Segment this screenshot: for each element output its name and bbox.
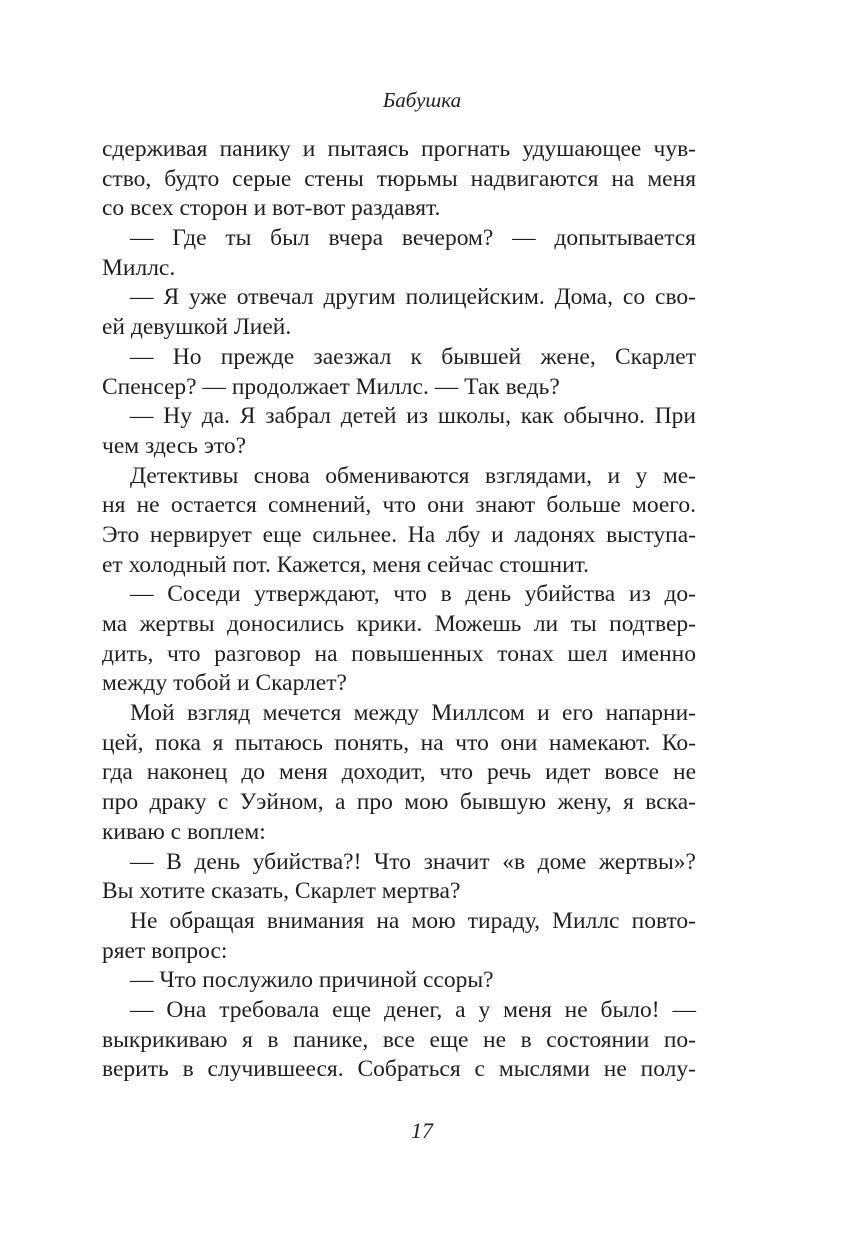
text-line: про драку с Уэйном, а про мою бывшую жену, я вска- xyxy=(102,789,696,816)
text-line: Миллс. xyxy=(102,254,176,281)
text-line: ей девушкой Лией. xyxy=(102,314,292,341)
text-line: — Я уже отвечал другим полицейским. Дома, со сво- xyxy=(130,284,696,311)
text-line: Это нервирует еще сильнее. На лбу и ладонях выступа- xyxy=(102,521,696,548)
text-line: Детективы снова обмениваются взглядами, и у ме- xyxy=(130,462,696,489)
text-line: Спенсер? — продолжает Миллс. — Так ведь? xyxy=(102,373,560,400)
text-line: ет холодный пот. Кажется, меня сейчас стошнит. xyxy=(102,551,590,578)
text-line: киваю с воплем: xyxy=(102,818,266,845)
text-line: Не обращая внимания на мою тираду, Миллс повто- xyxy=(130,907,696,934)
text-line: — Что послужило причиной ссоры? xyxy=(130,967,494,994)
text-line: — Она требовала еще денег, а у меня не было! — xyxy=(130,996,696,1023)
text-line: Мой взгляд мечется между Миллсом и его напарни- xyxy=(130,700,696,727)
text-line: ство, будто серые стены тюрьмы надвигаются на меня xyxy=(102,165,696,192)
text-line: ма жертвы доносились крики. Можешь ли ты подтвер- xyxy=(102,611,696,637)
text-line: ряет вопрос: xyxy=(102,937,228,964)
body-text xyxy=(102,135,696,1085)
text-line: Вы хотите сказать, Скарлет мертва? xyxy=(102,878,461,905)
running-head: Бабушка xyxy=(382,88,462,112)
text-line: чем здесь это? xyxy=(102,432,247,459)
page-number: 17 xyxy=(411,1118,433,1143)
text-line: со всех сторон и вот-вот раздавят. xyxy=(102,195,441,222)
text-line: выкрикиваю я в панике, все еще не в состоянии по- xyxy=(102,1026,696,1053)
text-line: — Соседи утверждают, что в день убийства из до- xyxy=(130,581,696,608)
text-line: сдерживая панику и пытаясь прогнать удушающее чув- xyxy=(102,136,696,162)
text-line: — В день убийства?! Что значит «в доме жертвы»? xyxy=(130,848,696,875)
text-line: цей, пока я пытаюсь понять, на что они намекают. Ко- xyxy=(102,729,696,756)
text-line: между тобой и Скарлет? xyxy=(102,670,347,697)
text-line: — Где ты был вчера вечером? — допытывается xyxy=(130,225,696,252)
text-line: дить, что разговор на повышенных тонах шел именно xyxy=(102,640,696,667)
text-line: гда наконец до меня доходит, что речь идет вовсе не xyxy=(102,759,696,786)
text-line: ня не остается сомнений, что они знают больше моего. xyxy=(102,492,696,519)
text-line: верить в случившееся. Собраться с мыслями не полу- xyxy=(102,1056,696,1083)
text-line: — Но прежде заезжал к бывшей жене, Скарлет xyxy=(130,343,696,370)
text-line: — Ну да. Я забрал детей из школы, как обычно. При xyxy=(130,403,696,430)
